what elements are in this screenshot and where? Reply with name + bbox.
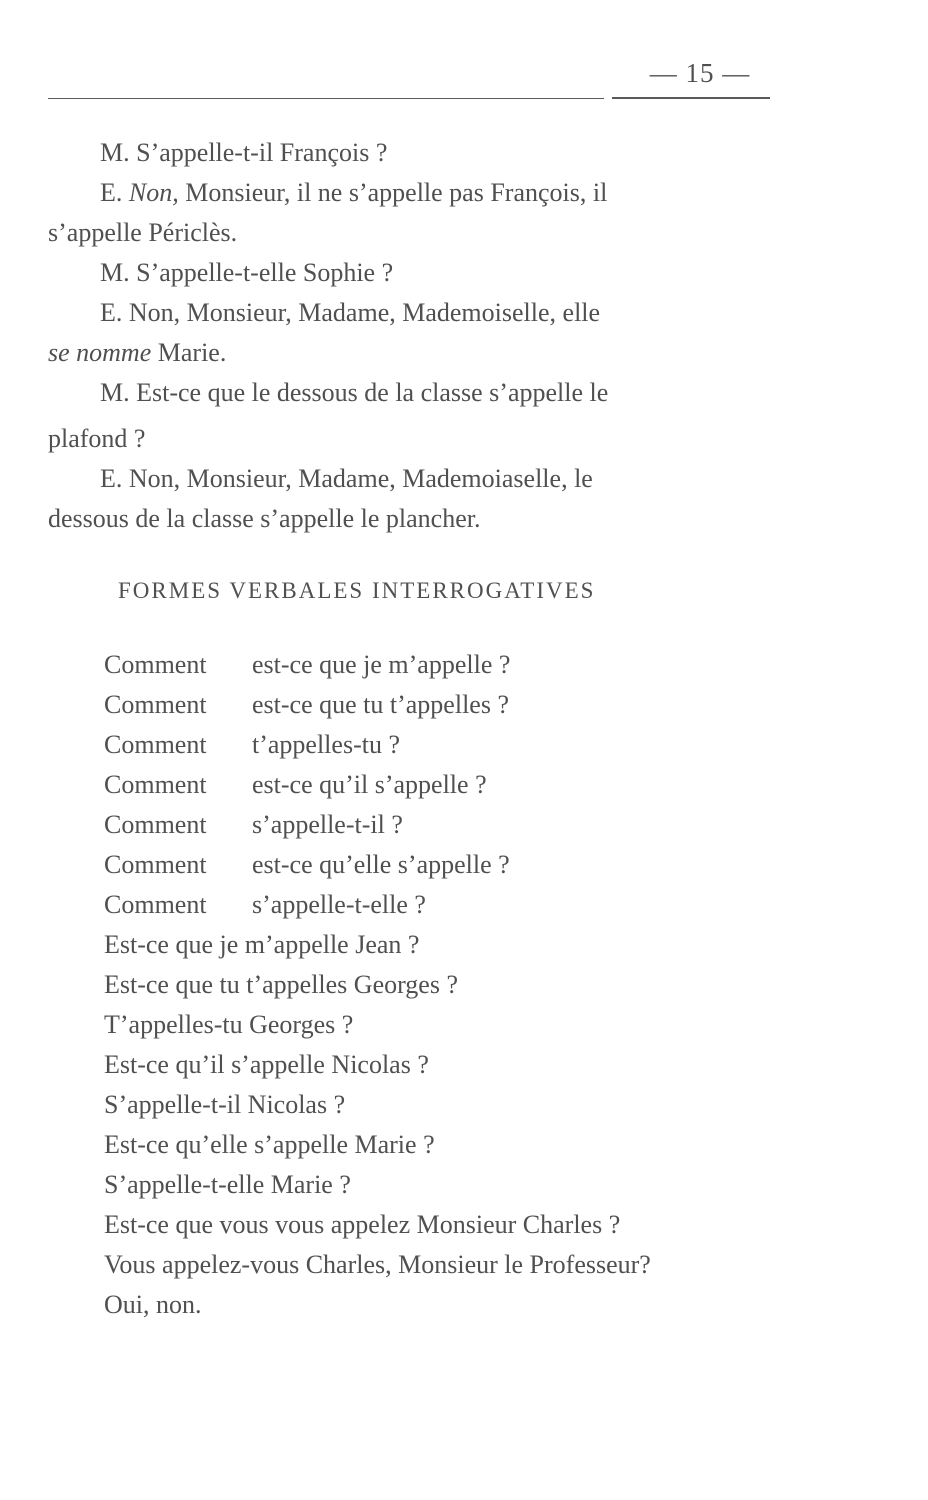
dialogue-line-8: plafond ? [48, 424, 146, 453]
form-word: Comment [104, 690, 207, 719]
form-text: est-ce que je m’appelle ? [252, 650, 511, 679]
form-text: s’appelle-t-il ? [252, 810, 403, 839]
dialogue-line-6 [48, 340, 226, 366]
question-line: Est-ce qu’elle s’appelle Marie ? [104, 1130, 435, 1159]
dialogue-line-10: dessous de la classe s’appelle le plancher. [48, 504, 481, 533]
question-line: T’appelles-tu Georges ? [104, 1010, 354, 1039]
speaker-label: E. [100, 178, 123, 207]
form-word: Comment [104, 890, 207, 919]
dialogue-line-3: s’appelle Périclès. [48, 218, 238, 247]
form-line [104, 732, 400, 758]
dialogue-text: Marie. [157, 338, 227, 367]
dialogue-line-9: E. Non, Monsieur, Madame, Mademoiaselle, le [100, 464, 593, 493]
section-heading: FORMES VERBALES INTERROGATIVES [118, 578, 596, 603]
form-text: est-ce qu’il s’appelle ? [252, 770, 487, 799]
dialogue-line-5: E. Non, Monsieur, Madame, Mademoiselle, elle [100, 298, 601, 327]
question-line: Est-ce que vous vous appelez Monsieur Charles ? [104, 1210, 621, 1239]
emphasis-text: Non, [128, 178, 179, 207]
dialogue-line-1: M. S’appelle-t-il François ? [100, 138, 388, 167]
form-word: Comment [104, 730, 207, 759]
form-word: Comment [104, 650, 207, 679]
question-line: Est-ce qu’il s’appelle Nicolas ? [104, 1050, 429, 1079]
question-line: Est-ce que je m’appelle Jean ? [104, 930, 420, 959]
form-text: est-ce que tu t’appelles ? [252, 690, 509, 719]
form-word: Comment [104, 850, 207, 879]
question-line: Oui, non. [104, 1290, 202, 1319]
dialogue-line-4: M. S’appelle-t-elle Sophie ? [100, 258, 394, 287]
form-line [104, 892, 426, 918]
header-rule-right [612, 97, 770, 99]
form-word: Comment [104, 810, 207, 839]
form-line [104, 812, 403, 838]
form-line [104, 852, 510, 878]
dialogue-line-2 [100, 180, 607, 206]
question-line: Est-ce que tu t’appelles Georges ? [104, 970, 458, 999]
dialogue-text: Monsieur, il ne s’appelle pas François, il [185, 178, 608, 207]
question-line: S’appelle-t-il Nicolas ? [104, 1090, 346, 1119]
form-line [104, 772, 487, 798]
emphasis-text: se nomme [48, 338, 152, 367]
question-line: S’appelle-t-elle Marie ? [104, 1170, 351, 1199]
dialogue-line-7: M. Est-ce que le dessous de la classe s’appelle le [100, 378, 609, 407]
form-text: s’appelle-t-elle ? [252, 890, 426, 919]
form-line [104, 692, 509, 718]
header-rule-left [48, 98, 604, 99]
form-line [104, 652, 510, 678]
page-number: — 15 — [649, 58, 751, 88]
form-text: est-ce qu’elle s’appelle ? [252, 850, 510, 879]
form-word: Comment [104, 770, 207, 799]
form-text: t’appelles-tu ? [252, 730, 400, 759]
question-line: Vous appelez-vous Charles, Monsieur le Professeur? [104, 1250, 651, 1279]
